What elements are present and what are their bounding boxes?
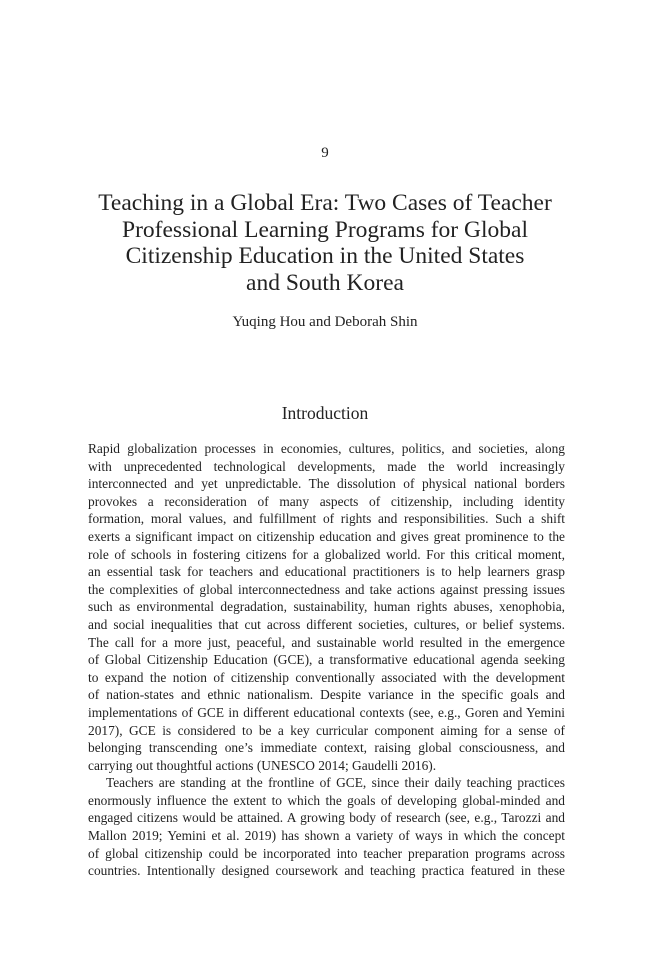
text-line: Rapid globalization processes in economies, cultures, politics, and societies, along [88, 441, 565, 456]
text-line: the complexities of global interconnectedness and take actions against pressing issues [88, 581, 565, 597]
text-line: countries. Intentionally designed coursework and teaching practica featured in these [88, 863, 565, 879]
text-line: provokes a reconsideration of many aspects of citizenship, including identity [88, 493, 565, 509]
chapter-authors: Yuqing Hou and Deborah Shin [232, 314, 418, 330]
text-line: exerts a significant impact on citizenship education and gives great prominence to the [88, 528, 565, 544]
text-line: implementations of GCE in different educational contexts (see, e.g., Goren and Yemini [88, 704, 565, 720]
body-text [88, 440, 565, 880]
chapter-title-line: Teaching in a Global Era: Two Cases of Teacher [98, 190, 552, 216]
text-line: with unprecedented technological developments, made the world increasingly [88, 458, 565, 474]
chapter-number: 9 [321, 145, 329, 161]
text-line: belonging transcending one’s immediate context, raising global consciousness, and [88, 740, 565, 756]
text-line: engaged citizens would be attained. A growing body of research (see, e.g., Tarozzi and [88, 810, 565, 826]
chapter-title [75, 190, 575, 296]
text-line: carrying out thoughtful actions (UNESCO 2014; Gaudelli 2016). [88, 757, 437, 773]
section-heading: Introduction [281, 403, 369, 423]
text-line: formation, moral values, and fulfillment of rights and responsibilities. Such a shift [88, 511, 565, 527]
text-line: such as environmental degradation, sustainability, human rights abuses, xenophobia, [88, 599, 565, 615]
text-line: Mallon 2019; Yemini et al. 2019) has shown a variety of ways in which the concept [88, 828, 565, 844]
text-line: of global citizenship could be incorporated into teacher preparation programs across [88, 845, 565, 861]
text-line: an essential task for teachers and educational practitioners is to help learners grasp [88, 564, 565, 580]
text-line: The call for a more just, peaceful, and sustainable world resulted in the emergence [88, 634, 565, 650]
chapter-title-line: Citizenship Education in the United States [125, 243, 525, 269]
chapter-title-line: Professional Learning Programs for Global [122, 216, 528, 243]
paragraph-1 [88, 440, 565, 774]
text-line: enormously influence the extent to which the goals of developing global-minded and [88, 792, 565, 808]
text-line: Teachers are standing at the frontline of GCE, since their daily teaching practices [106, 775, 565, 791]
text-line: 2017), GCE is considered to be a key curricular component aiming for a sense of [88, 722, 565, 738]
paragraph-2 [88, 774, 565, 880]
text-line: and social inequalities that cut across different societies, cultures, or belief systems. [88, 616, 565, 632]
text-line: role of schools in fostering citizens for a globalized world. For this critical moment, [88, 546, 565, 562]
text-line: of nation-states and ethnic nationalism. Despite variance in the specific goals and [88, 687, 565, 703]
text-line: of Global Citizenship Education (GCE), a transformative educational agenda seeking [88, 652, 565, 668]
chapter-title-line: and South Korea [246, 269, 404, 296]
text-line: interconnected and yet unpredictable. The dissolution of physical national borders [88, 476, 565, 492]
text-line: to expand the notion of citizenship conventionally associated with the development [88, 669, 565, 685]
